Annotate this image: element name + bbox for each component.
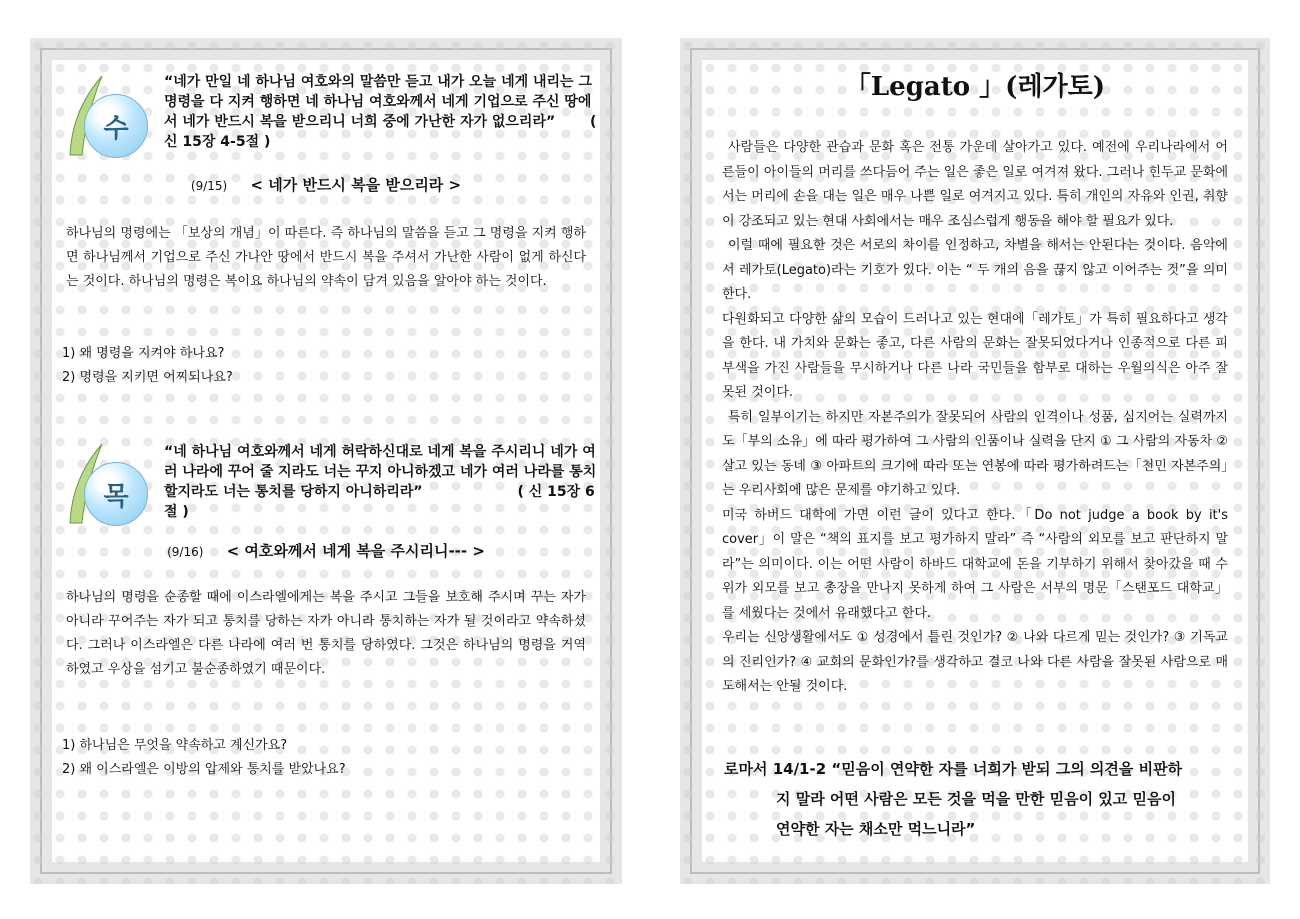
closing-scripture (724, 754, 1230, 844)
question-1a: 1) 왜 명령을 지켜야 하나요? (62, 346, 225, 361)
scripture-verse-1 (164, 72, 604, 152)
essay-paragraph: 사람들은 다양한 관습과 문화 혹은 전통 가운데 살아가고 있다. 예전에 우리나라에서 어른들이 아이들의 머리를 쓰다듬어 주는 일은 좋은 일로 여겨져 왔다. 그러나 힌두교 문화에서는 머리에 손을 대는 일은 매우 나쁜 일로 여겨지고 있다. 특히 개인의 자유와 인권, 취향이 강조되고 있는 현대 사회에서는 매우 조심스럽게 행동을 해야 할 필요가 있다. (722, 140, 1228, 229)
body-paragraph-2: 하나님의 명령을 순종할 때에 이스라엘에게는 복을 주시고 그들을 보호해 주시며 꾸는 자가 아니라 꾸어주는 자가 되고 통치를 당하는 자가 아니라 통치하는 자가 될 것이라고 약속하셨다. 그러나 이스라엘은 다른 나라에 여러 번 통치를 당하였다. 그것은 하나님의 명령을 거역하였고 우상을 섬기고 불순종하였기 때문이다. (66, 590, 586, 677)
section-heading-1 (52, 174, 600, 195)
essay-paragraph: 특히 일부이기는 하지만 자본주의가 잘못되어 사람의 인격이나 성품, 심지어는 실력까지도「부의 소유」에 따라 평가하여 그 사람의 인품이나 실력을 단지 ① 그 사람의 자동차 ② 살고 있는 동네 ③ 아파트의 크기에 따라 또는 연봉에 따라 평가하려드는「천민 자본주의」는 우리사회에 많은 문제를 야기하고 있다. (722, 409, 1228, 498)
essay-paragraph: 우리는 신앙생활에서도 ① 성경에서 틀린 것인가? ② 나와 다르게 믿는 것인가? ③ 기독교의 진리인가? ④ 교회의 문화인가?를 생각하고 결코 나와 다른 사람을 잘못된 사람으로 매도해서는 안될 것이다. (722, 630, 1228, 694)
scripture-reference: 로마서 14/1-2 (724, 760, 827, 778)
right-page (680, 38, 1270, 884)
verse-reference: ( 신 15장 4-5절 ) (164, 114, 597, 150)
question-1b: 2) 명령을 지키면 어찌되나요? (62, 370, 233, 385)
essay-body (722, 136, 1228, 700)
scripture-verse-2 (164, 442, 604, 522)
scripture-line: 연약한 자는 채소만 먹느니라” (776, 820, 976, 838)
section-heading-2 (52, 540, 600, 561)
page-title: 「Legato 」(레가토) (844, 72, 1106, 102)
essay-paragraph: 미국 하버드 대학에 가면 이런 글이 있다고 한다.「Do not judge a book by it's cover」이 말은 “책의 표지를 보고 평가하지 말라” 즉 “사람의 외모를 보고 판단하지 말라”는 의미이다. 이는 어떤 사람이 하바드 대학교에 돈을 기부하기 위해서 찾아갔을 때 수위가 외모를 보고 총장을 만나지 못하게 하여 그 사람은 서부의 명문「스탠포드 대학교」를 세웠다는 것에서 유래했다고 한다. (722, 507, 1228, 621)
question-2a: 1) 하나님은 무엇을 약속하고 계신가요? (62, 738, 288, 753)
heading-text: < 네가 반드시 복을 받으리라 > (250, 176, 462, 194)
day-badge-thursday: 수 (84, 94, 148, 158)
scripture-line: “믿음이 연약한 자를 너희가 받되 그의 의견을 비판하 (831, 760, 1183, 778)
verse-reference: ( 신 15장 6절 ) (164, 484, 595, 520)
scripture-line: 지 말라 어떤 사람은 모든 것을 먹을 만한 믿음이 있고 믿음이 (776, 790, 1176, 808)
left-page (30, 38, 622, 884)
day-badge-friday: 목 (84, 462, 148, 526)
heading-text: < 여호와께서 네게 복을 주시리니--- > (226, 542, 485, 560)
date-label: (9/15) (190, 179, 228, 193)
verse-text: “네 하나님 여호와께서 네게 허락하신대로 네게 복을 주시리니 네가 여러 나라에 꾸어 줄 지라도 너는 꾸지 아니하겠고 네가 여러 나라를 통치할지라도 너는 통치를 당하지 아니하리라” (164, 444, 597, 500)
verse-text: “네가 만일 네 하나님 여호와의 말씀만 듣고 내가 오늘 네게 내리는 그 명령을 다 지켜 행하면 네 하나님 여호와께서 네게 기업으로 주신 땅에서 네가 반드시 복을 받으리니 너희 중에 가난한 자가 없으리라” (164, 74, 592, 130)
essay-paragraph: 다원화되고 다양한 삶의 모습이 드러나고 있는 현대에「레가토」가 특히 필요하다고 생각을 한다. 내 가치와 문화는 좋고, 다른 사람의 문화는 잘못되었다거나 인종적으로 다른 피부색을 가진 사람들을 무시하거나 다른 나라 국민들을 함부로 대하는 우월의식은 아주 잘못된 것이다. (722, 311, 1228, 400)
question-2b: 2) 왜 이스라엘은 이방의 압제와 통치를 받았나요? (62, 762, 346, 777)
date-label: (9/16) (167, 545, 204, 559)
essay-paragraph: 이럴 때에 필요한 것은 서로의 차이를 인정하고, 차별을 해서는 안된다는 것이다. 음악에서 레가토(Legato)라는 기호가 있다. 이는 “ 두 개의 음을 끊지 않고 이어주는 것”을 의미한다. (722, 238, 1228, 302)
body-paragraph-1: 하나님의 명령에는 「보상의 개념」이 따른다. 즉 하나님의 말씀을 듣고 그 명령을 지켜 행하면 하나님께서 기업으로 주신 가나안 땅에서 반드시 복을 주셔서 가난한 사람이 없게 하신다는 것이다. 하나님의 명령은 복이요 하나님의 약속이 담겨 있음을 알아야 하는 것이다. (66, 226, 586, 289)
